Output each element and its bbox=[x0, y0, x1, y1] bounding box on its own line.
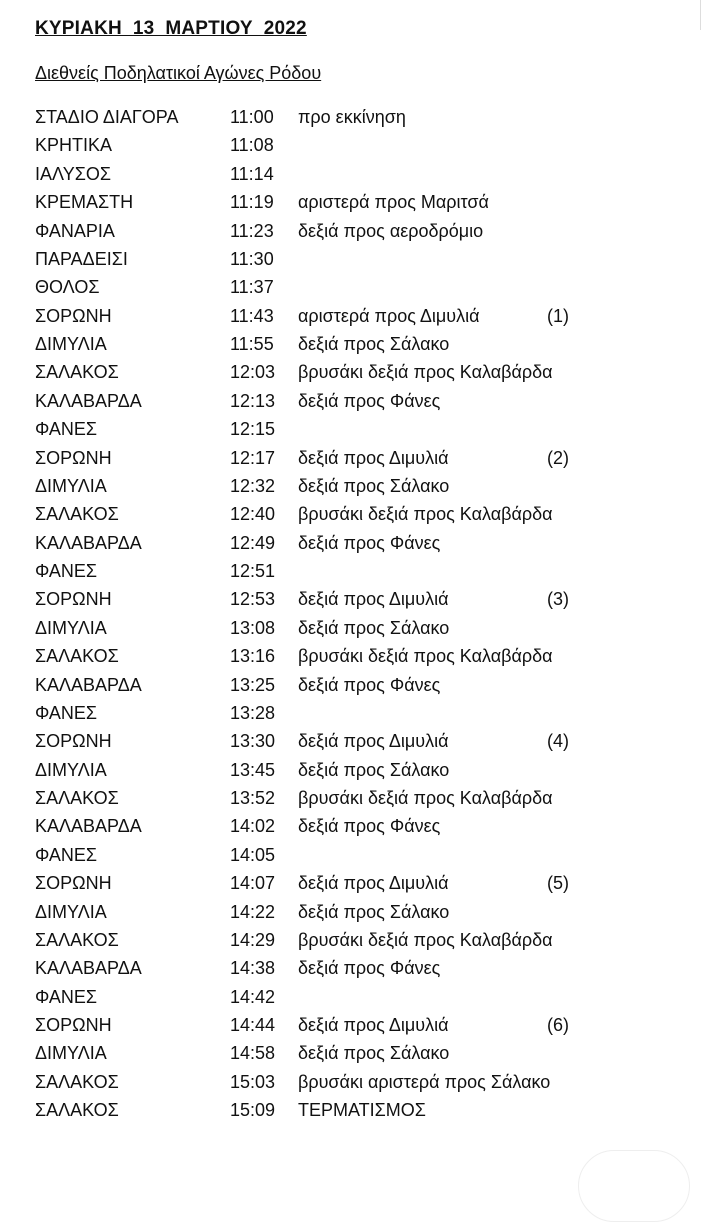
schedule-time: 11:43 bbox=[230, 305, 274, 326]
schedule-time: 12:17 bbox=[230, 447, 276, 468]
schedule-row bbox=[0, 302, 720, 330]
schedule-row bbox=[0, 671, 720, 699]
schedule-place: ΦΑΝΕΣ bbox=[35, 844, 97, 865]
schedule-place: ΣΑΛΑΚΟΣ bbox=[35, 504, 119, 525]
schedule-time: 13:28 bbox=[230, 702, 276, 723]
schedule-row bbox=[0, 472, 720, 500]
schedule-note: δεξιά προς Σάλακο bbox=[298, 759, 450, 780]
schedule-time: 14:38 bbox=[230, 958, 276, 979]
schedule-time: 13:08 bbox=[230, 617, 276, 638]
schedule-time: 15:09 bbox=[230, 1100, 276, 1121]
schedule-lap: (4) bbox=[547, 731, 569, 752]
schedule-place: ΚΑΛΑΒΑΡΔΑ bbox=[35, 390, 142, 411]
schedule-list bbox=[0, 103, 720, 1125]
schedule-time: 13:52 bbox=[230, 788, 276, 808]
schedule-place: ΚΑΛΑΒΑΡΔΑ bbox=[35, 674, 142, 695]
schedule-place: ΔΙΜΥΛΙΑ bbox=[35, 617, 107, 638]
schedule-time: 14:22 bbox=[230, 901, 276, 922]
schedule-place: ΚΡΗΤΙΚΑ bbox=[35, 135, 113, 156]
schedule-time: 13:30 bbox=[230, 731, 276, 752]
schedule-note: δεξιά προς Σάλακο bbox=[298, 901, 450, 922]
schedule-lap: (3) bbox=[547, 589, 569, 610]
schedule-note: βρυσάκι δεξιά προς Καλαβάρδα bbox=[298, 646, 553, 667]
schedule-place: ΦΑΝΕΣ bbox=[35, 986, 97, 1007]
schedule-row bbox=[0, 444, 720, 472]
schedule-note: δεξιά προς Φάνες bbox=[298, 674, 441, 695]
schedule-place: ΣΟΡΩΝΗ bbox=[35, 731, 112, 752]
schedule-row bbox=[0, 841, 720, 869]
schedule-note: δεξιά προς αεροδρόμιο bbox=[298, 220, 484, 241]
schedule-time: 12:03 bbox=[230, 362, 276, 383]
schedule-time: 11:00 bbox=[230, 107, 274, 127]
schedule-place: ΦΑΝΕΣ bbox=[35, 702, 97, 723]
schedule-note: δεξιά προς Φάνες bbox=[298, 816, 441, 837]
schedule-note: δεξιά προς Σάλακο bbox=[298, 475, 450, 496]
schedule-row bbox=[0, 585, 720, 613]
schedule-note: δεξιά προς Σάλακο bbox=[298, 617, 450, 638]
schedule-time: 14:02 bbox=[230, 816, 276, 837]
corner-decoration bbox=[578, 1150, 690, 1222]
schedule-place: ΣΑΛΑΚΟΣ bbox=[35, 362, 119, 383]
schedule-row bbox=[0, 245, 720, 273]
schedule-place: ΚΑΛΑΒΑΡΔΑ bbox=[35, 532, 142, 553]
schedule-time: 12:49 bbox=[230, 532, 276, 553]
schedule-time: 11:30 bbox=[230, 248, 274, 269]
schedule-row bbox=[0, 131, 720, 159]
schedule-row bbox=[0, 954, 720, 982]
schedule-place: ΣΟΡΩΝΗ bbox=[35, 873, 112, 894]
schedule-place: ΙΑΛΥΣΟΣ bbox=[35, 163, 111, 184]
schedule-place: ΣΑΛΑΚΟΣ bbox=[35, 929, 119, 950]
schedule-row bbox=[0, 926, 720, 954]
schedule-note: βρυσάκι δεξιά προς Καλαβάρδα bbox=[298, 929, 553, 950]
schedule-row bbox=[0, 1011, 720, 1039]
schedule-place: ΚΡΕΜΑΣΤΗ bbox=[35, 192, 134, 213]
schedule-note: δεξιά προς Φάνες bbox=[298, 390, 441, 411]
schedule-time: 11:23 bbox=[230, 220, 274, 241]
schedule-place: ΣΤΑΔΙΟ ΔΙΑΓΟΡΑ bbox=[35, 107, 179, 127]
schedule-row bbox=[0, 699, 720, 727]
schedule-note: βρυσάκι δεξιά προς Καλαβάρδα bbox=[298, 788, 553, 808]
schedule-place: ΣΑΛΑΚΟΣ bbox=[35, 1071, 119, 1092]
schedule-place: ΔΙΜΥΛΙΑ bbox=[35, 759, 107, 780]
schedule-note: δεξιά προς Σάλακο bbox=[298, 1043, 450, 1064]
schedule-row bbox=[0, 188, 720, 216]
schedule-note: αριστερά προς Διμυλιά bbox=[298, 305, 480, 326]
schedule-lap: (5) bbox=[547, 873, 569, 894]
schedule-place: ΣΑΛΑΚΟΣ bbox=[35, 1100, 119, 1121]
schedule-time: 11:14 bbox=[230, 163, 274, 184]
schedule-note: προ εκκίνηση bbox=[298, 107, 406, 127]
schedule-time: 11:08 bbox=[230, 135, 274, 156]
schedule-place: ΣΑΛΑΚΟΣ bbox=[35, 788, 119, 808]
schedule-row bbox=[0, 756, 720, 784]
schedule-place: ΔΙΜΥΛΙΑ bbox=[35, 901, 107, 922]
schedule-row bbox=[0, 557, 720, 585]
schedule-note: δεξιά προς Διμυλιά bbox=[298, 731, 449, 752]
schedule-place: ΣΑΛΑΚΟΣ bbox=[35, 646, 119, 667]
schedule-time: 14:29 bbox=[230, 929, 276, 950]
schedule-note: δεξιά προς Διμυλιά bbox=[298, 447, 449, 468]
schedule-time: 13:45 bbox=[230, 759, 276, 780]
schedule-note: δεξιά προς Φάνες bbox=[298, 958, 441, 979]
schedule-time: 14:42 bbox=[230, 986, 276, 1007]
schedule-place: ΣΟΡΩΝΗ bbox=[35, 447, 112, 468]
schedule-note: δεξιά προς Σάλακο bbox=[298, 334, 450, 354]
schedule-lap: (1) bbox=[547, 305, 569, 326]
schedule-note: αριστερά προς Μαριτσά bbox=[298, 192, 489, 213]
page-subtitle: Διεθνείς Ποδηλατικοί Αγώνες Ρόδου bbox=[35, 63, 322, 83]
schedule-time: 14:58 bbox=[230, 1043, 276, 1064]
schedule-lap: (6) bbox=[547, 1015, 569, 1035]
schedule-row bbox=[0, 415, 720, 443]
schedule-note: βρυσάκι αριστερά προς Σάλακο bbox=[298, 1071, 551, 1092]
schedule-time: 15:03 bbox=[230, 1071, 276, 1092]
schedule-row bbox=[0, 614, 720, 642]
schedule-lap: (2) bbox=[547, 447, 569, 468]
schedule-row bbox=[0, 387, 720, 415]
schedule-row bbox=[0, 642, 720, 670]
schedule-note: βρυσάκι δεξιά προς Καλαβάρδα bbox=[298, 362, 553, 383]
schedule-row bbox=[0, 1096, 720, 1124]
schedule-place: ΚΑΛΑΒΑΡΔΑ bbox=[35, 816, 142, 837]
schedule-note: δεξιά προς Διμυλιά bbox=[298, 1015, 449, 1035]
schedule-row bbox=[0, 869, 720, 897]
schedule-row bbox=[0, 160, 720, 188]
schedule-row bbox=[0, 1068, 720, 1096]
schedule-time: 12:32 bbox=[230, 475, 276, 496]
schedule-row bbox=[0, 103, 720, 131]
schedule-place: ΘΟΛΟΣ bbox=[35, 277, 100, 298]
schedule-place: ΠΑΡΑΔΕΙΣΙ bbox=[35, 248, 128, 269]
schedule-time: 14:07 bbox=[230, 873, 276, 894]
schedule-place: ΣΟΡΩΝΗ bbox=[35, 589, 112, 610]
schedule-place: ΦΑΝΑΡΙΑ bbox=[35, 220, 115, 241]
schedule-place: ΔΙΜΥΛΙΑ bbox=[35, 334, 107, 354]
schedule-row bbox=[0, 273, 720, 301]
schedule-place: ΦΑΝΕΣ bbox=[35, 419, 97, 440]
schedule-note: δεξιά προς Διμυλιά bbox=[298, 873, 449, 894]
schedule-time: 14:05 bbox=[230, 844, 276, 865]
schedule-row bbox=[0, 983, 720, 1011]
schedule-note: δεξιά προς Φάνες bbox=[298, 532, 441, 553]
schedule-place: ΔΙΜΥΛΙΑ bbox=[35, 475, 107, 496]
schedule-time: 12:51 bbox=[230, 561, 276, 581]
schedule-time: 14:44 bbox=[230, 1015, 276, 1035]
schedule-time: 11:55 bbox=[230, 334, 274, 354]
schedule-row bbox=[0, 812, 720, 840]
schedule-row bbox=[0, 898, 720, 926]
page-edge-divider bbox=[700, 0, 701, 30]
schedule-row bbox=[0, 727, 720, 755]
schedule-row bbox=[0, 784, 720, 812]
schedule-time: 11:19 bbox=[230, 192, 274, 213]
schedule-time: 12:40 bbox=[230, 504, 276, 525]
schedule-row bbox=[0, 500, 720, 528]
schedule-note: ΤΕΡΜΑΤΙΣΜΟΣ bbox=[298, 1100, 426, 1121]
schedule-row bbox=[0, 217, 720, 245]
schedule-place: ΔΙΜΥΛΙΑ bbox=[35, 1043, 107, 1064]
schedule-place: ΣΟΡΩΝΗ bbox=[35, 305, 112, 326]
schedule-place: ΚΑΛΑΒΑΡΔΑ bbox=[35, 958, 142, 979]
schedule-place: ΣΟΡΩΝΗ bbox=[35, 1015, 112, 1035]
schedule-row bbox=[0, 529, 720, 557]
schedule-row bbox=[0, 1039, 720, 1067]
schedule-row bbox=[0, 330, 720, 358]
schedule-time: 11:37 bbox=[230, 277, 274, 298]
schedule-time: 12:53 bbox=[230, 589, 276, 610]
page-title: ΚΥΡΙΑΚΗ 13 ΜΑΡΤΙΟΥ 2022 bbox=[35, 18, 307, 39]
schedule-time: 12:15 bbox=[230, 419, 276, 440]
schedule-row bbox=[0, 358, 720, 386]
schedule-note: δεξιά προς Διμυλιά bbox=[298, 589, 449, 610]
schedule-place: ΦΑΝΕΣ bbox=[35, 561, 97, 581]
schedule-time: 13:25 bbox=[230, 674, 276, 695]
schedule-note: βρυσάκι δεξιά προς Καλαβάρδα bbox=[298, 504, 553, 525]
schedule-time: 13:16 bbox=[230, 646, 276, 667]
schedule-time: 12:13 bbox=[230, 390, 276, 411]
